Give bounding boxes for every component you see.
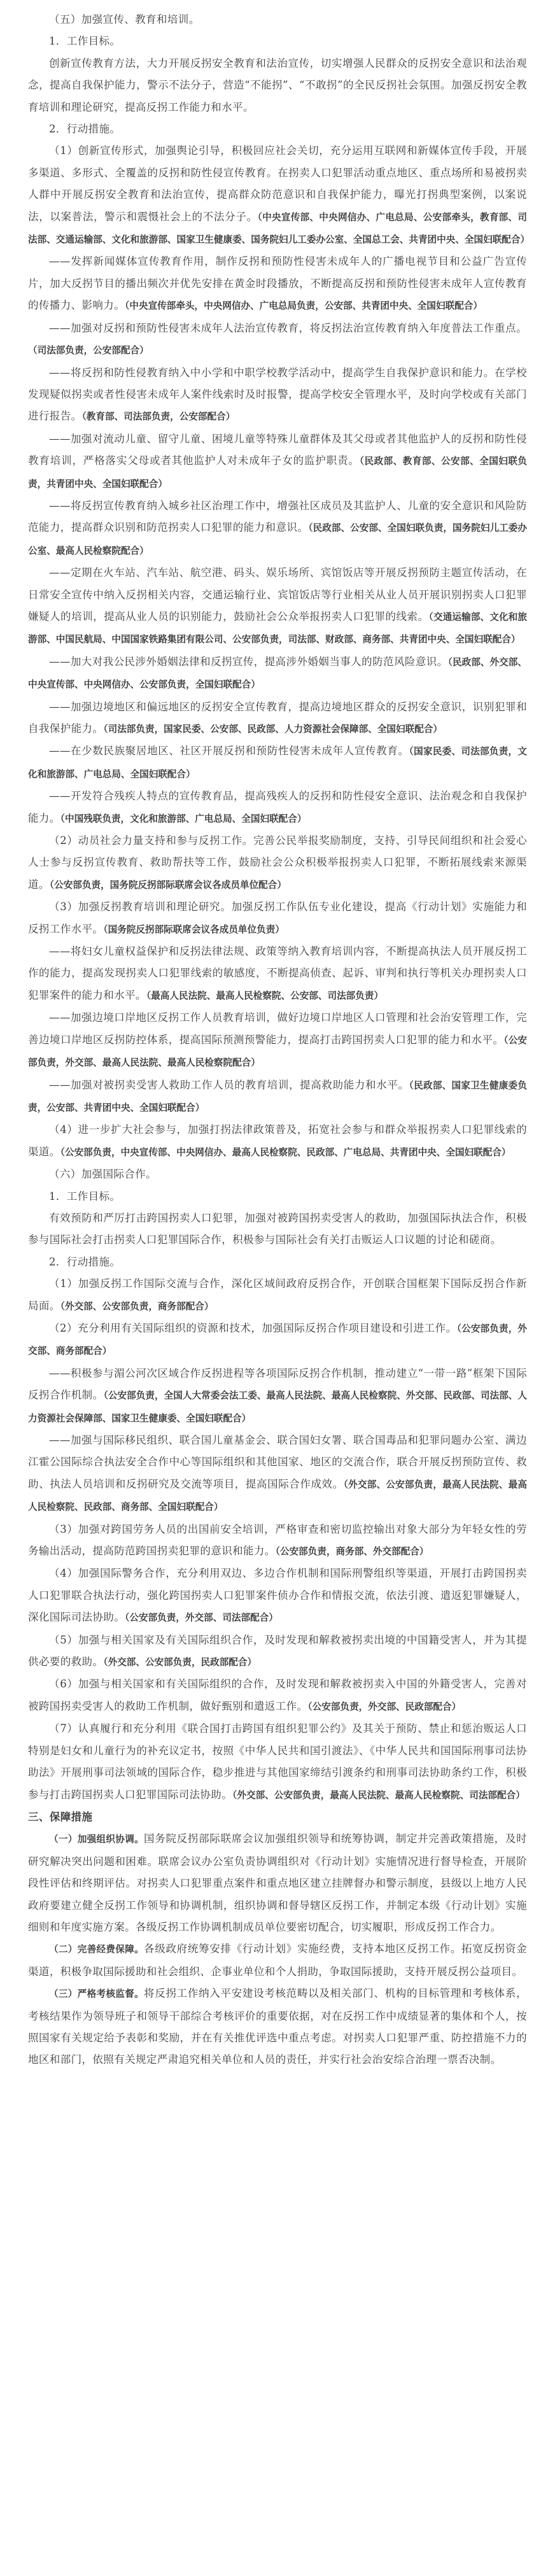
- paragraph: [28, 1828, 527, 1938]
- paragraph-text: 三、保障措施: [28, 1810, 93, 1823]
- paragraph-text: （1）创新宣传形式，加强舆论引导，积极回应社会关切，充分运用互联网和新媒体宣传手段，开展多渠道、多形式、全覆盖的反拐和防性侵宣传教育。在拐卖人口犯罪活动重点地区、重点场所和易被拐卖人群中开展反拐安全教育和法治宣传，提高群众防范意识和自我保护能力，曝光打拐典型案例，以案说法，以案普法，警示和震慑社会上的不法分子。: [28, 144, 527, 223]
- paragraph-text: 各级政府统筹安排《行动计划》实施经费，支持本地区反拐工作。拓宽反拐资金渠道，积极争取国际援助和社会组织、企事业单位和个人捐助，争取国际援助，支持开展反拐公益项目。: [28, 1943, 527, 1978]
- paragraph: [28, 1318, 527, 1363]
- responsibility-note: （公安部负责，全国人大常委会法工委、最高人民法院、最高人民检察院、外交部、民政部、司法部、人力资源社会保障部、国家卫生健康委、全国妇联配合）: [28, 1390, 527, 1424]
- responsibility-note: （公安部负责，中央宣传部、中央网信办、最高人民检察院、民政部、广电总局、共青团中央、全国妇联配合）: [60, 1146, 511, 1158]
- section-heading: [28, 1806, 527, 1828]
- subsection-heading: [28, 1251, 527, 1273]
- paragraph-text: ——加强对被拐卖受害人救助工作人员的教育培训，提高救助能力和水平。: [49, 1078, 409, 1091]
- subsection-heading: [28, 118, 527, 140]
- responsibility-note: （公安部负责，国务院反拐部际联席会议各成员单位配合）: [49, 879, 286, 890]
- paragraph: [28, 251, 527, 317]
- responsibility-note: （公安部负责，商务部、外交部配合）: [275, 1546, 429, 1558]
- paragraph-text: 国务院反拐部际联席会议加强组织领导和统筹协调，制定并完善政策措施，及时研究解决突出问题和困难。联席会议办公室负责协调组织对《行动计划》实施情况进行督导检查，开展阶段性评估和终期评估。对拐卖人口犯罪重点案件和重点地区建立挂牌督办和警示制度，县级以上地方人民政府要建立健全反拐工作领导和协调机制，组织协调和督导辖区反拐工作，并制定本级《行动计划》实施细则和年度实施方案。各级反拐工作协调机制成员单位要密切配合，切实履职，形成反拐工作合力。: [28, 1833, 527, 1933]
- responsibility-note: （公安部负责，外交部、商务部配合）: [28, 1323, 528, 1357]
- paragraph-text: ——积极参与湄公河次区域合作反拐进程等各项国际反拐合作机制，推动建立“一带一路”框架下国际反拐合作机制。: [28, 1367, 527, 1402]
- paragraph-text: 创新宣传教育方法，大力开展反拐安全教育和法治宣传，切实增强人民群众的反拐安全意识和法治观念，提高自我保护能力，警示不法分子，营造“不能拐”、“不敢拐”的全民反拐社会氛围。加强反拐安全教育培训和理论研究，提高反拐工作能力和水平。: [28, 57, 527, 113]
- responsibility-note: （交通运输部、文化和旅游部、中国民航局、中国国家铁路集团有限公司、公安部负责，司法部、财政部、商务部、共青团中央、全国妇联配合）: [28, 611, 527, 645]
- paragraph-text: （4）进一步扩大社会参与，加强打拐法律政策普及，拓宽社会参与和群众举报拐卖人口犯罪线索的渠道。: [28, 1123, 527, 1158]
- paragraph-text: 1．工作目标。: [49, 1190, 121, 1202]
- paragraph: [28, 1983, 527, 2071]
- paragraph-text: 有效预防和严厉打击跨国拐卖人口犯罪，加强对被跨国拐卖受害人的救助，加强国际执法合作，积极参与国际社会打击拐卖人口犯罪国际合作，积极参与国际社会有关打击贩运人口议题的讨论和磋商。: [28, 1211, 527, 1246]
- responsibility-note: （公安部负责，外交部、司法部配合）: [125, 1612, 278, 1624]
- paragraph: [28, 1363, 527, 1430]
- paragraph-text: ——加强与国际移民组织、联合国儿童基金会、联合国妇女署、联合国毒品和犯罪问题办公室、满边江霍公国际综合执法安全合作中心等国际组织和其他国家、地区的交流合作，联合开展反拐预防宣传、救助、执法人员培训和反拐研究及交流等项目，提高国际合作成效。: [28, 1434, 527, 1490]
- paragraph: [28, 1938, 527, 1983]
- paragraph: [28, 562, 527, 651]
- paragraph: [28, 1119, 527, 1164]
- paragraph: [28, 696, 527, 741]
- section-heading: [28, 1164, 527, 1185]
- paragraph: [28, 140, 530, 251]
- paragraph-lead: （三）严格考核监督。: [49, 1988, 144, 2000]
- paragraph: [28, 1273, 527, 1318]
- responsibility-note: （国家民委、司法部负责，文化和旅游部、广电总局、全国妇联配合）: [28, 746, 527, 780]
- paragraph: [28, 428, 527, 495]
- paragraph-text: （1）加强反拐工作国际交流与合作，深化区域间政府反拐合作，开创联合国框架下国际反拐合作新局面。: [28, 1277, 527, 1312]
- responsibility-note: （外交部、公安部负责，商务部配合）: [60, 1300, 214, 1312]
- paragraph: [28, 941, 527, 1007]
- responsibility-note: （国务院反拐部际联席会议各成员单位负责）: [103, 924, 285, 935]
- responsibility-note: （民政部、教育部、公安部、全国妇联负责，共青团中央、全国妇联配合）: [28, 456, 528, 489]
- paragraph-lead: （一）加强组织协调。: [49, 1834, 144, 1845]
- paragraph-text: ——将妇女儿童权益保护和反拐法律法规、政策等纳入教育培训内容，不断提高执法人员开展反拐工作的能力，提高发现拐卖人口犯罪线索的敏感度，不断提高侦查、起诉、审判和执行等机关办理拐卖人口犯罪案件的能力和水平。: [28, 945, 527, 1001]
- section-heading: [28, 9, 527, 31]
- paragraph-text: （4）加强国际警务合作，充分利用双边、多边合作机制和国际刑警组织等渠道，开展打击跨国拐卖人口犯罪联合执法行动，强化跨国拐卖人口犯罪案件侦办合作和情报交流，依法引渡、遣返犯罪嫌疑人，深化国际司法协助。: [28, 1567, 527, 1624]
- paragraph-text: （2）充分利用有关国际组织的资源和技术，加强国际反拐合作项目建设和引进工作。: [49, 1321, 457, 1334]
- responsibility-note: （中国残联负责，文化和旅游部、广电总局、全国妇联配合）: [60, 813, 307, 824]
- responsibility-note: （民政部、国家卫生健康委负责，公安部、共青团中央、全国妇联配合）: [28, 1080, 527, 1113]
- responsibility-note: （民政部、公安部、全国妇联负责，国务院妇儿工委办公室、最高人民检察院配合）: [28, 523, 528, 556]
- paragraph: [28, 896, 527, 941]
- responsibility-note: （中央宣传部、中央网信办、广电总局、公安部牵头，教育部、司法部、交通运输部、文化和旅游部、国家卫生健康委、国务院妇儿工委办公室、全国总工会、共青团中央、全国妇联配合）: [28, 211, 530, 246]
- paragraph: [28, 785, 527, 830]
- paragraph-text: （7）认真履行和充分利用《联合国打击跨国有组织犯罪公约》及其关于预防、禁止和惩治贩运人口特别是妇女和儿童行为的补充议定书，按照《中华人民共和国引渡法》、《中华人民共和国国际刑事司法协助法》开展刑事司法领域的国际合作，稳步推进与其他国家缔结引渡条约和刑事司法协助条约工作，积极参与打击跨国拐卖人口犯罪国际司法协助。: [28, 1722, 527, 1801]
- paragraph: [28, 362, 527, 428]
- responsibility-note: （公安部负责，外交部、民政部配合）: [307, 1701, 461, 1712]
- paragraph: [28, 651, 527, 696]
- paragraph: [28, 830, 527, 896]
- responsibility-note: （民政部、外交部、中央宣传部、中央网信办、公安部负责，全国妇联配合）: [28, 656, 527, 691]
- paragraph-text: ——在少数民族聚居地区、社区开展反拐和预防性侵害未成年人宣传教育。: [49, 745, 409, 757]
- paragraph: [28, 1519, 527, 1563]
- paragraph-text: ——加强对流动儿童、留守儿童、困境儿童等特殊儿童群体及其父母或者其他监护人的反拐和防性侵教育培训，严格落实父母或者其他监护人对未成年子女的监护职责。: [28, 432, 527, 467]
- paragraph: [28, 1007, 527, 1074]
- responsibility-note: （外交部、公安部负责，最高人民法院、最高人民检察院、司法部配合）: [232, 1789, 525, 1801]
- subsection-heading: [28, 1186, 527, 1207]
- paragraph-text: ——加强边境地区和偏远地区的反拐安全宣传教育，提高边境地区群众的反拐安全意识，识别犯罪和自我保护能力。: [28, 700, 527, 735]
- paragraph-text: ——将反拐和防性侵教育纳入中小学和中职学校教学活动中，提高学生自我保护意识和能力。在学校发现疑似拐卖或者性侵害未成年人案件线索时及时报警，提高学校安全管理水平，及时向学校或有关部门进行报告。: [28, 366, 527, 423]
- paragraph-text: 1．工作目标。: [49, 35, 121, 48]
- responsibility-note: （教育部、司法部负责，公安部配合）: [81, 411, 235, 423]
- paragraph-text: ——加强边境口岸地区反拐工作人员教育培训，做好边境口岸地区人口管理和社会治安管理工作，完善边境口岸地区反拐防控体系，提高国际预测预警能力，提高打击跨国拐卖人口犯罪的能力和水平。: [28, 1011, 527, 1046]
- paragraph-text: ——开发符合残疾人特点的宣传教育品，提高残疾人的反拐和防性侵安全意识、法治观念和自我保护能力。: [28, 790, 527, 824]
- paragraph-text: （五）加强宣传、教育和培训。: [49, 13, 200, 25]
- paragraph-text: ——发挥新闻媒体宣传教育作用，制作反拐和预防性侵害未成年人的广播电视节目和公益广告宣传片，加大反拐节目的播出频次并优先安排在黄金时段播放，不断提高反拐和预防性侵害未成年人宣传教育的传播力、影响力。: [28, 255, 527, 312]
- paragraph: [28, 1629, 527, 1674]
- paragraph-text: ——加强对反拐和预防性侵害未成年人法治宣传教育，将反拐法治宣传教育纳入年度普法工作重点。: [49, 321, 527, 334]
- paragraph: [28, 495, 527, 562]
- responsibility-note: （司法部负责，公安部配合）: [28, 345, 149, 356]
- paragraph: [28, 1074, 527, 1120]
- paragraph-text: （6）加强与相关国家和有关国际组织的合作，及时发现和解救被拐卖入中国的外籍受害人，完善对被跨国拐卖受害人的救助工作机制，做好甄别和遣返工作。: [28, 1678, 527, 1712]
- paragraph: [28, 318, 527, 362]
- paragraph-text: 2．行动措施。: [49, 1255, 121, 1268]
- paragraph-text: ——将反拐宣传教育纳入城乡社区治理工作中，增强社区成员及其监护人、儿童的安全意识和风险防范能力，提高群众识别和防范拐卖人口犯罪的能力和意识。: [28, 499, 527, 534]
- responsibility-note: （中央宣传部牵头，中央网信办、广电总局负责，公安部、共青团中央、全国妇联配合）: [125, 300, 482, 312]
- paragraph-text: （六）加强国际合作。: [49, 1168, 157, 1181]
- paragraph: [28, 1207, 527, 1251]
- paragraph-text: 2．行动措施。: [49, 123, 121, 136]
- paragraph-lead: （二）完善经费保障。: [49, 1944, 144, 1955]
- paragraph-text: （5）加强与相关国家及有关国际组织合作，及时发现和解救被拐卖出境的中国籍受害人，并为其提供必要的救助。: [28, 1633, 527, 1668]
- paragraph: [28, 1718, 527, 1806]
- subsection-heading: [28, 31, 527, 52]
- paragraph-text: （3）加强反拐教育培训和理论研究。加强反拐工作队伍专业化建设，提高《行动计划》实施能力和反拐工作水平。: [28, 901, 527, 935]
- paragraph-text: （2）动员社会力量支持和参与反拐工作。完善公民举报奖励制度，支持、引导民间组织和社会爱心人士参与反拐宣传教育、救助帮扶等工作，鼓励社会公众积极举报拐卖人口犯罪，不断拓展线索来源渠道。: [28, 834, 527, 890]
- responsibility-note: （公安部负责，外交部、最高人民法院、最高人民检察院配合）: [28, 1034, 527, 1069]
- paragraph: [28, 740, 527, 785]
- paragraph-text: ——定期在火车站、汽车站、航空港、码头、娱乐场所、宾馆饭店等开展反拐预防主题宣传活动，在日常安全宣传中纳入反拐相关内容，交通运输行业、宾馆饭店等行业相关从业人员开展识别拐卖人口犯罪嫌疑人的培训，提高从业人员的识别能力，鼓励社会公众举报拐卖人口犯罪的线索。: [28, 567, 527, 623]
- paragraph: [28, 1673, 527, 1718]
- paragraph-text: （3）加强对跨国劳务人员的出国前安全培训，严格审查和密切监控输出对象大部分为年轻女性的劳务输出活动，提高防范跨国拐卖犯罪的意识和能力。: [28, 1523, 527, 1558]
- paragraph-text: ——加大对我公民涉外婚姻法律和反拐宣传，提高涉外婚姻当事人的防范风险意识。: [49, 655, 448, 668]
- responsibility-note: （司法部负责，国家民委、公安部、民政部、人力资源社会保障部、全国妇联配合）: [103, 724, 442, 735]
- paragraph: [28, 1430, 527, 1519]
- paragraph-text: 将反拐工作纳入平安建设考核范畴以及相关部门、机构的目标管理和考核体系，考核结果作为领导班子和领导干部综合考核评价的重要依据，对在反拐工作中成绩显著的集体和个人，按照国家有关规定给予表彰和奖励，并在有关推优评选中重点考虑。对拐卖人口犯罪严重、防控措施不力的地区和部门，依照有关规定严肃追究相关单位和人员的责任，并实行社会治安综合治理一票否决制。: [28, 1987, 527, 2066]
- paragraph: [28, 53, 527, 118]
- responsibility-note: （最高人民法院、最高人民检察院、公安部、司法部负责）: [146, 990, 384, 1001]
- responsibility-note: （外交部、公安部负责，最高人民法院、最高人民检察院、民政部、商务部、全国妇联配合）: [28, 1479, 527, 1513]
- responsibility-note: （外交部、公安部负责，民政部配合）: [103, 1657, 257, 1668]
- paragraph: [28, 1563, 527, 1629]
